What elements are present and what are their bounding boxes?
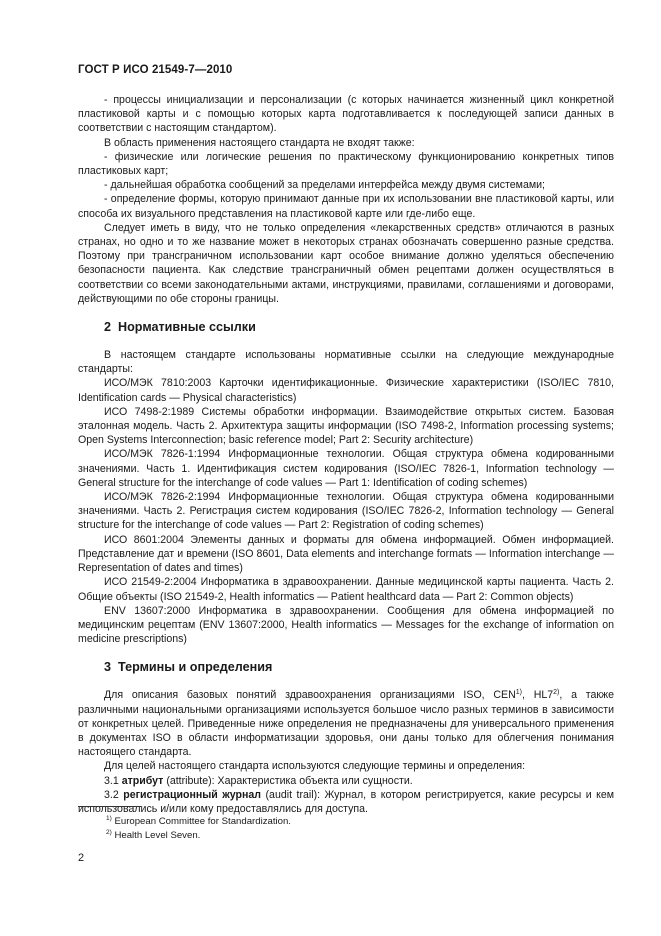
intro-paragraph: - процессы инициализации и персонализации (с которых начинается жизненный цикл конкретной пластиковой карты и с помощью которых карта подготавливается к последующей записи данных в соответствии с настоящим стандартом).	[78, 94, 614, 135]
section-number: 3	[104, 660, 112, 675]
document-header: ГОСТ Р ИСО 21549-7—2010	[78, 64, 233, 76]
normative-reference: ENV 13607:2000 Информатика в здравоохранении. Сообщения для обмена информацией по медицинским рецептам (ENV 13607:2000, Health informatics — Messages for the exchange of information on medicine prescriptions)	[78, 604, 614, 646]
section-lead: В настоящем стандарте использованы нормативные ссылки на следующие международные стандарты:	[78, 349, 614, 376]
footnotes	[106, 815, 291, 843]
section-heading	[104, 659, 614, 675]
term-name: атрибут	[121, 774, 164, 787]
term-definition	[78, 774, 614, 788]
footnote-item	[106, 829, 291, 843]
section-title: Термины и определения	[118, 660, 273, 675]
footnote-text: Health Level Seven.	[114, 830, 201, 841]
normative-reference: ИСО 8601:2004 Элементы данных и форматы для обмена информацией. Обмен информацией. Представление дат и времени (ISO 8601, Data elements and interchange formats — Information interchange — Representation of dates and times)	[78, 533, 614, 575]
normative-reference: ИСО 7498-2:1989 Системы обработки информации. Взаимодействие открытых систем. Базовая эталонная модель. Часть 2. Архитектура защиты информации (ISO 7498-2, Information processing systems; Open Systems Interconnection; basic reference model; Part 2: Security architecture)	[78, 405, 614, 447]
term-number: 3.2	[104, 788, 119, 801]
term-number: 3.1	[104, 774, 119, 787]
term-definition	[78, 788, 614, 816]
page-number: 2	[78, 852, 85, 864]
intro-paragraph: - дальнейшая обработка сообщений за пределами интерфейса между двумя системами;	[104, 179, 545, 192]
terms-lead: Для целей настоящего стандарта используются следующие термины и определения:	[104, 760, 526, 773]
footnote-mark: 2)	[106, 829, 112, 836]
intro-paragraph: Следует иметь в виду, что не только определения «лекарственных средств» отличаются в разных странах, но одно и то же название может в некоторых странах обозначать совершенно разные средства. Поэтому при трансграничном использовании карт особое внимание должно уделяться обеспечению безопасности пациента. Как следствие трансграничный обмен рецептами должен осуществляться в соответствии со всеми законодательными актами, инструкциями, правилами, соглашениями и договорами, действующими по обе стороны границы.	[78, 221, 614, 305]
footnote-mark: 1)	[106, 815, 112, 822]
terms-intro-paragraph: Для описания базовых понятий здравоохранения организациями ISO, CEN$^{1)}$, HL7$^{2)}$, а также различными национальными организациями используется большое число разных терминов в зависимости от конкретных целей. Приведенные ниже определения не предназначены для универсального применения в документах ISO в области информатизации здоровья, они даны только для облегчения понимания настоящего стандарта.	[78, 689, 614, 759]
term-name: регистрационный журнал	[123, 788, 262, 801]
footnote-ref[interactable]: 2)	[553, 689, 560, 697]
section-heading	[104, 319, 614, 335]
section-number: 2	[104, 320, 112, 335]
intro-paragraph: - физические или логические решения по практическому функционированию конкретных типов пластиковых карт;	[78, 150, 614, 178]
footnote-text: European Committee for Standardization.	[114, 816, 291, 827]
term-text: (audit trail): Журнал, в котором регистрируется, какие ресурсы и кем использовались и/или кому предоставлялись для доступа.	[78, 788, 615, 815]
page-content	[78, 93, 614, 816]
intro-paragraph: - определение формы, которую принимают данные при их использовании вне пластиковой карты, или способа их визуального представления на пластиковой карте или где-либо еще.	[78, 193, 614, 220]
intro-paragraph: В область применения настоящего стандарта не входят также:	[104, 136, 415, 149]
footnote-item	[106, 815, 291, 829]
normative-reference: ИСО/МЭК 7810:2003 Карточки идентификационные. Физические характеристики (ISO/IEC 7810, Identification cards — Physical characteristics)	[78, 377, 614, 404]
normative-reference: ИСО 21549-2:2004 Информатика в здравоохранении. Данные медицинской карты пациента. Часть 2. Общие объекты (ISO 21549-2, Health informatics — Patient healthcard data — Part 2: Common objects)	[78, 576, 614, 603]
normative-reference: ИСО/МЭК 7826-1:1994 Информационные технологии. Общая структура обмена кодированными значениями. Часть 1. Идентификация систем кодирования (ISO/IEC 7826-1, Information technology — General structure for the interchange of code values — Part 1: Identification of coding schemes)	[78, 448, 614, 489]
normative-reference: ИСО/МЭК 7826-2:1994 Информационные технологии. Общая структура обмена кодированными значениями. Часть 2. Регистрация систем кодирования (ISO/IEC 7826-2, Information technology — General structure for the interchange of code values — Part 2: Registration of coding schemes)	[78, 491, 614, 532]
footnote-ref[interactable]: 1)	[515, 689, 522, 697]
term-text: (attribute): Характеристика объекта или сущности.	[163, 774, 413, 787]
footnote-divider	[78, 806, 141, 807]
section-title: Нормативные ссылки	[118, 320, 256, 335]
